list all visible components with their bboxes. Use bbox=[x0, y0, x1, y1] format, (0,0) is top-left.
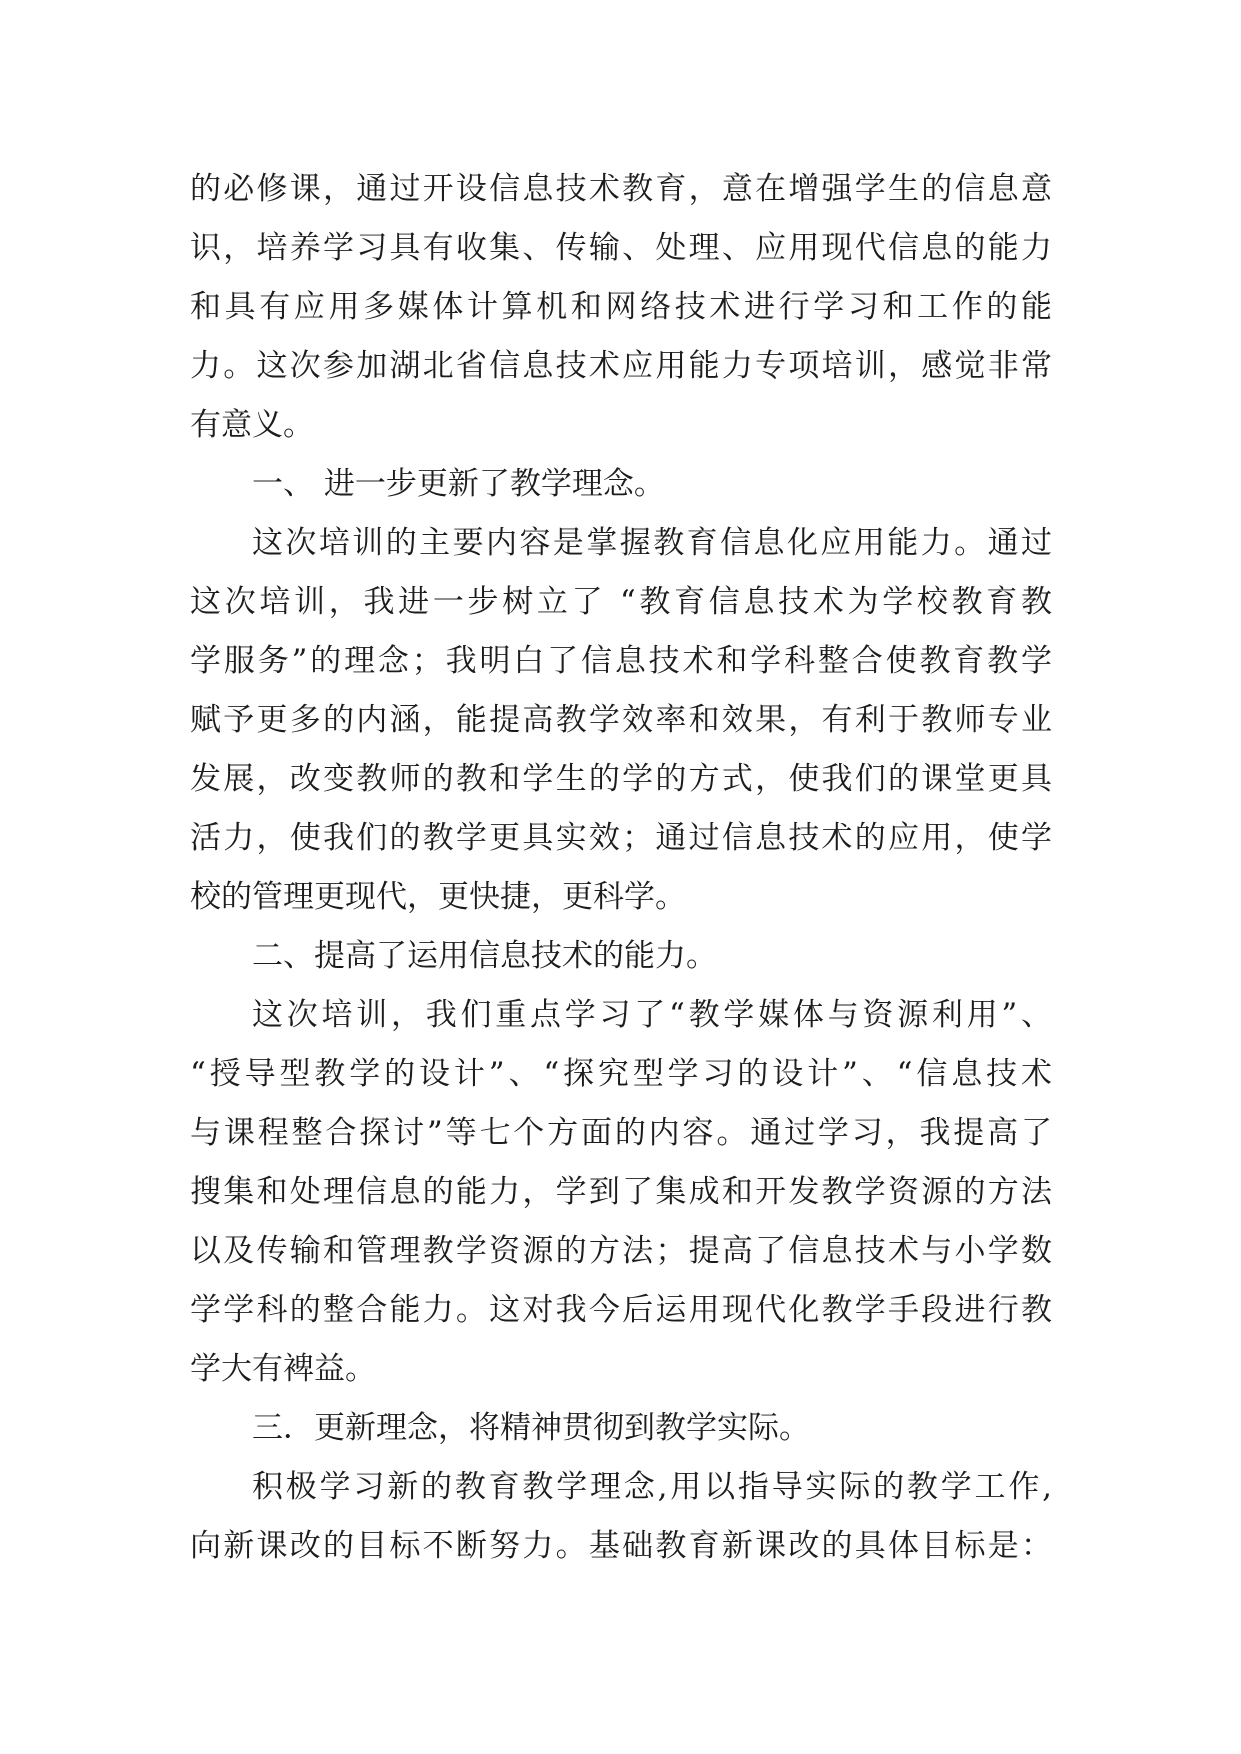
text-line: 积极学习新的教育教学理念,用以指导实际的教学工作, bbox=[252, 1469, 1052, 1505]
text-line: 以及传输和管理教学资源的方法；提高了信息技术与小学数 bbox=[190, 1233, 1052, 1269]
text-line: 发展，改变教师的教和学生的学的方式，使我们的课堂更具 bbox=[190, 761, 1052, 797]
text-line: 有意义。 bbox=[190, 407, 314, 443]
section-heading-1: 一、 进一步更新了教学理念。 bbox=[252, 466, 665, 502]
section-heading-2: 二、提高了运用信息技术的能力。 bbox=[252, 938, 717, 974]
text-line: 向新课改的目标不断努力。基础教育新课改的具体目标是： bbox=[190, 1528, 1052, 1564]
text-line: 识，培养学习具有收集、传输、处理、应用现代信息的能力 bbox=[190, 230, 1052, 266]
text-line: 活力，使我们的教学更具实效；通过信息技术的应用，使学 bbox=[190, 820, 1052, 856]
text-line: 力。这次参加湖北省信息技术应用能力专项培训，感觉非常 bbox=[190, 348, 1052, 384]
section-heading-3: 三．更新理念，将精神贯彻到教学实际。 bbox=[252, 1410, 810, 1446]
text-line: 的必修课，通过开设信息技术教育，意在增强学生的信息意 bbox=[190, 171, 1052, 207]
text-line: 校的管理更现代，更快捷，更科学。 bbox=[190, 879, 686, 915]
text-line: 这次培训的主要内容是掌握教育信息化应用能力。通过 bbox=[252, 525, 1052, 561]
text-line: 学大有裨益。 bbox=[190, 1351, 376, 1387]
text-line: 与课程整合探讨”等七个方面的内容。通过学习，我提高了 bbox=[190, 1115, 1052, 1151]
text-line: 赋予更多的内涵，能提高教学效率和效果，有利于教师专业 bbox=[190, 702, 1052, 738]
text-line: 学学科的整合能力。这对我今后运用现代化教学手段进行教 bbox=[190, 1292, 1052, 1328]
text-line: 搜集和处理信息的能力，学到了集成和开发教学资源的方法 bbox=[190, 1174, 1052, 1210]
text-line: 和具有应用多媒体计算机和网络技术进行学习和工作的能 bbox=[190, 289, 1052, 325]
text-line: 学服务”的理念；我明白了信息技术和学科整合使教育教学 bbox=[190, 643, 1052, 679]
text-line: 这次培训，我进一步树立了 “教育信息技术为学校教育教 bbox=[190, 584, 1052, 620]
text-line: “授导型教学的设计”、“探究型学习的设计”、“信息技术 bbox=[190, 1056, 1052, 1092]
text-line: 这次培训，我们重点学习了“教学媒体与资源利用”、 bbox=[252, 997, 1052, 1033]
